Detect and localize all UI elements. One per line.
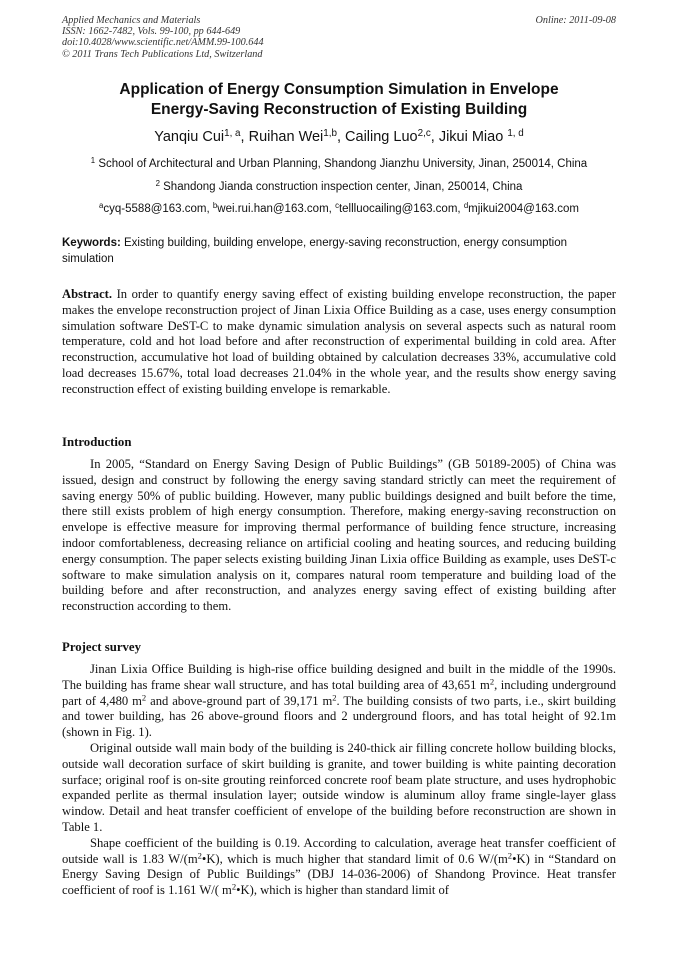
keywords-block (62, 236, 616, 267)
author-affiliation-mark: 2,c (417, 128, 431, 140)
author-affiliation-mark: 1,b (323, 128, 337, 140)
introduction-heading: Introduction (62, 435, 132, 449)
issn-line: ISSN: 1662-7482, Vols. 99-100, pp 644-649 (62, 26, 241, 38)
affiliation-1 (62, 157, 616, 171)
project-survey-section (62, 662, 616, 899)
email-link[interactable]: tellluocailing@163.com, (338, 203, 461, 215)
email-link[interactable]: wei.rui.han@163.com, (217, 203, 332, 215)
journal-header (62, 15, 616, 60)
introduction-paragraph: In 2005, “Standard on Energy Saving Design of Public Buildings” (GB 50189-2005) of China was issued, design and construct by following the energy saving standard strictly can meet the requirement of saving energy 50% of public building. However, many public buildings designed and built before the time, there still exists problem of high energy consumption. Therefore, making energy-saving reconstruction on envelope is effective measure for improving thermal performance of building fence structure, increasing indoor comfortableness, decreasing reliance on artificial cooling and heating sources, and reducing building energy consumption. The paper selects existing building Jinan Lixia office Building as example, uses DeST-c software to make simulation analysis on it, compares natural room temperature and building load of the building before and after reconstruction, and analyzes energy saving effect of existing building after reconstruction according to them. (62, 457, 616, 614)
title-line-2: Energy-Saving Reconstruction of Existing Building (150, 101, 528, 118)
doi-line[interactable]: doi:10.4028/www.scientific.net/AMM.99-100.644 (62, 37, 264, 49)
affiliation-text: School of Architectural and Urban Planning, Shandong Jianzhu University, Jinan, 250014, China (98, 158, 588, 170)
email-mark: d (463, 201, 469, 211)
author-name: Cailing Luo (345, 129, 418, 145)
email-mark: c (335, 201, 339, 211)
affiliation-mark: 2 (155, 179, 160, 189)
paper-title (62, 80, 616, 120)
project-survey-paragraph-3: Shape coefficient of the building is 0.19. According to calculation, average heat transfer coefficient of outside wall is 1.83 $W/(m^2•K)$, which is much higher that standard limit of 0.6 $W/(m^2•K)$ in “Standard on Energy Saving Design of Public Buildings” (DBJ 14-036-2006) of Shandong Province. Heat transfer coefficient of roof is 1.161 W/( $m^2•K$), which is higher than standard limit of (62, 835, 616, 898)
keywords-label: Keywords: (62, 237, 121, 249)
project-survey-paragraph-2: Original outside wall main body of the building is 240-thick air filling concrete hollow building blocks, outside wall decoration surface of skirt building is granite, and tower building is white painting decoration surface; original roof is on-site grouting reinforced concrete roof beam plate structure, and uses hydrophobic expanded perlite as thermal insulation layer; outside window is aluminum alloy frame single-layer glass window. Detail and heat transfer coefficient of envelope of the building before reconstruction are shown in Table 1. (62, 740, 616, 834)
copyright-line: © 2011 Trans Tech Publications Ltd, Switzerland (62, 48, 263, 60)
journal-name: Applied Mechanics and Materials (62, 15, 201, 26)
abstract-label: Abstract. (62, 287, 113, 301)
title-line-1: Application of Energy Consumption Simulation in Envelope (119, 81, 559, 98)
author-name: Ruihan Wei (248, 129, 324, 145)
email-mark: a (99, 201, 104, 211)
author-emails (62, 202, 616, 216)
affiliation-mark: 1 (90, 156, 96, 166)
author-list: Yanqiu Cui$^{1, a}$, Ruihan Wei$^{1,b}$, Cailing Luo$^{2,c}$, Jikui Miao $^{1, d}$ (154, 128, 524, 145)
project-survey-paragraph-1: Jinan Lixia Office Building is high-rise office building designed and built in the middle of the 1990s. The building has frame shear wall structure, and has total building area of 43,651 $m^2$, including underground part of 4,480 $m^2$ and above-ground part of 39,171 $m^2$. The building consists of two parts, i.e., skirt building and tower building, has 26 above-ground floors and 2 underground floors, and has total height of 92.1m (shown in Fig. 1). (62, 662, 616, 740)
author-affiliation-mark: 1, d (507, 128, 524, 140)
author-name: Yanqiu Cui (154, 129, 225, 145)
author-affiliation-mark: 1, a (224, 128, 241, 140)
project-survey-heading: Project survey (62, 640, 141, 654)
email-link[interactable]: cyq-5588@163.com, (103, 203, 210, 215)
email-mark: b (212, 201, 218, 211)
online-date: Online: 2011-09-08 (535, 15, 616, 26)
affiliation-2 (62, 180, 616, 194)
abstract-text: In order to quantify energy saving effect of existing building envelope reconstruction, the paper makes the envelope reconstruction project of Jinan Lixia Office Building as a case, uses energy consumption simulation software DeST-C to make dynamic simulation analysis on several aspects such as natural room temperature, cold and hot load before and after reconstruction of experimental building in cold area. After reconstruction, accumulative hot load of building obtained by calculation decreases 33%, accumulative cold load decreases 15.67%, total load decreases 21.04% in the whole year, and the results show energy saving reconstruction effect of existing building envelope is remarkable. (62, 287, 616, 396)
email-link[interactable]: mjikui2004@163.com (468, 203, 579, 215)
keywords-text: Existing building, building envelope, energy-saving reconstruction, energy consumption simulation (62, 237, 568, 265)
author-name: Jikui Miao (438, 129, 504, 145)
affiliation-text: Shandong Jianda construction inspection center, Jinan, 250014, China (163, 181, 523, 193)
abstract-block (62, 287, 616, 398)
